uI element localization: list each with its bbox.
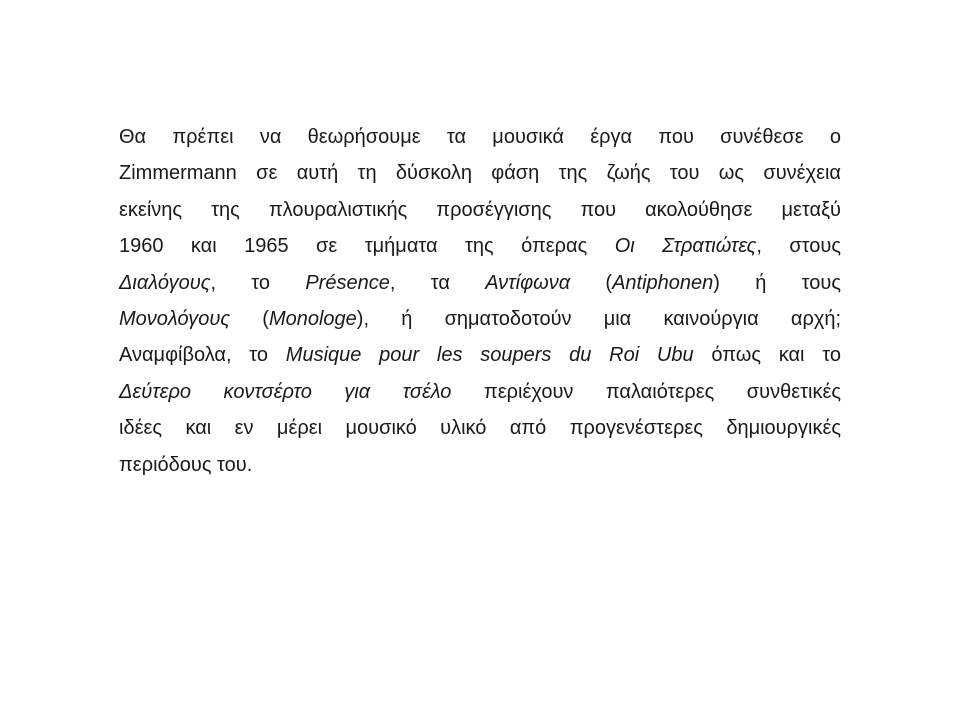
text-run: περιόδους του. (119, 453, 253, 476)
text-run: ( (570, 271, 613, 294)
text-run: Αναμφίβολα, το (119, 344, 286, 367)
text-run: ) ή τους (713, 271, 841, 294)
text-run: περιέχουν παλαιότερες συνθετικές (451, 380, 842, 403)
text-run: Θα πρέπει να θεωρήσουμε τα μουσικά έργα που συνέθεσε ο (119, 126, 841, 148)
italic-title: Présence (305, 271, 390, 294)
body-paragraph (119, 119, 841, 483)
text-line (119, 410, 841, 446)
text-line (119, 192, 841, 228)
italic-title: Monologe (268, 307, 357, 330)
text-line (119, 155, 841, 191)
text-run: όπως και το (693, 344, 841, 367)
text-line (119, 119, 841, 155)
text-run: , τα (389, 271, 486, 294)
text-run: 1960 και 1965 σε τμήματα της όπερας (119, 235, 615, 258)
text-run: ( (230, 307, 269, 330)
text-run: , στους (756, 235, 841, 258)
text-run: εκείνης της πλουραλιστικής προσέγγισης που ακολούθησε μεταξύ (119, 198, 841, 221)
text-line (119, 265, 841, 301)
text-run: ιδέες και εν μέρει μουσικό υλικό από προγενέστερες δημιουργικές (119, 417, 841, 440)
text-line (119, 337, 841, 373)
text-line (119, 228, 841, 264)
italic-title: Musique pour les soupers du Roi Ubu (285, 344, 694, 367)
text-run: , το (210, 271, 306, 294)
text-line (119, 447, 841, 483)
italic-title: Antiphonen (612, 271, 714, 294)
text-run: ), ή σηματοδοτούν μια καινούργια αρχή; (356, 307, 841, 330)
italic-title: Δεύτερο κοντσέρτο για τσέλο (119, 380, 452, 403)
text-line (119, 301, 841, 337)
italic-title: Διαλόγους (119, 271, 211, 294)
italic-title: Οι Στρατιώτες (614, 235, 757, 258)
italic-title: Μονολόγους (119, 307, 231, 330)
text-run: Zimmermann σε αυτή τη δύσκολη φάση της ζωής του ως συνέχεια (119, 162, 841, 185)
italic-title: Αντίφωνα (485, 271, 571, 294)
text-line (119, 374, 841, 410)
